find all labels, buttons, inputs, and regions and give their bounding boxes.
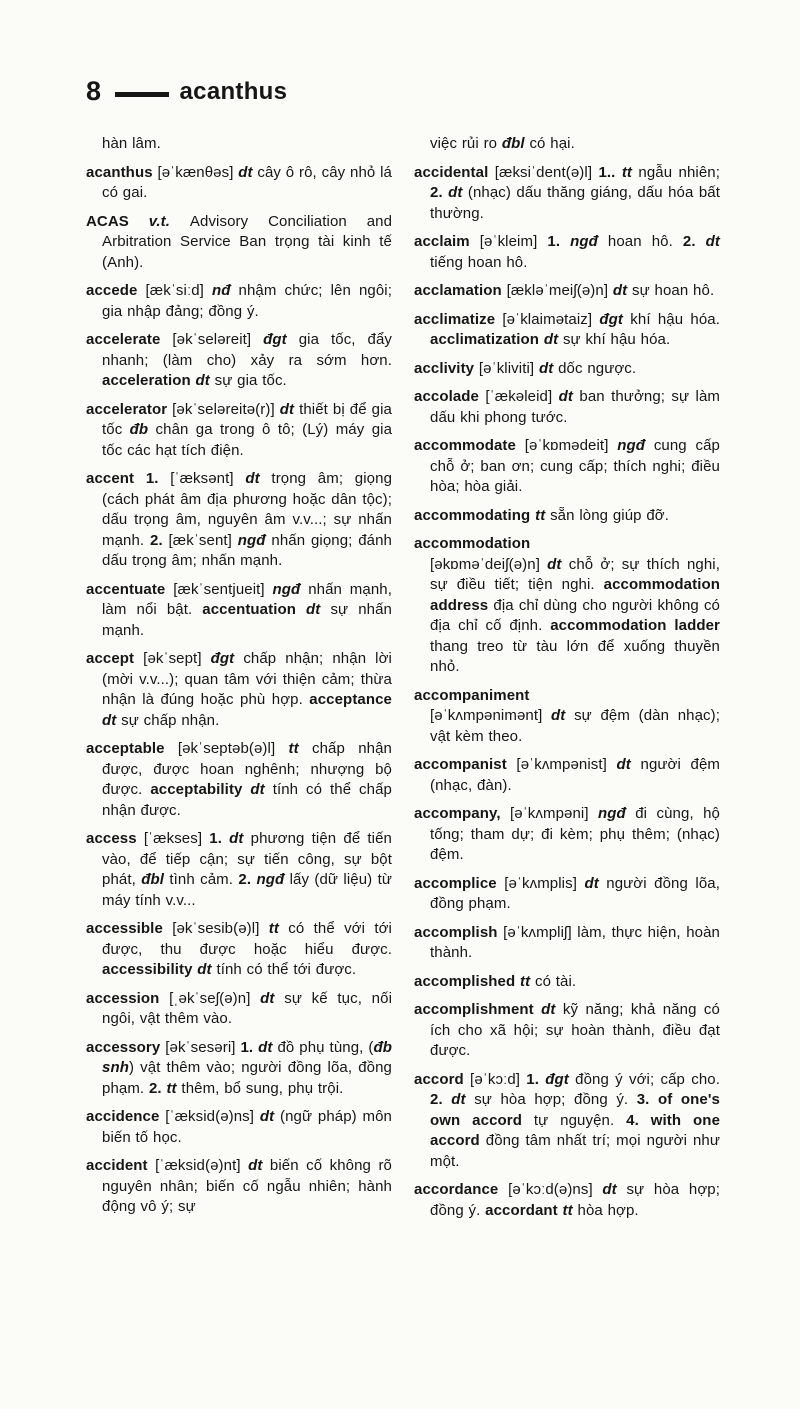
entry-headword: accolade	[414, 388, 486, 405]
entry-headword: accompany,	[414, 805, 510, 822]
entry-definition-text: sự hoan hô.	[632, 282, 715, 299]
dictionary-entry	[86, 212, 392, 274]
entry-definition-text: thêm, bổ sung, phụ trội.	[181, 1079, 344, 1097]
dictionary-columns	[86, 134, 720, 1229]
entry-definition-text: [əkˈseləreit]	[172, 331, 264, 348]
entry-definition-text: [əˈkʌmplis]	[504, 874, 585, 892]
entry-definition-text: sự gia tốc.	[214, 372, 287, 389]
entry-definition-text: [ˈæksid(ə)nt]	[155, 1157, 249, 1174]
entry-definition-text: cung cấp chỗ ở; ban ơn; cung cấp; thích nghi; điều hòa; hòa giải.	[430, 437, 720, 495]
entry-subhead: 3. of one's own accord	[430, 1091, 720, 1129]
entry-definition-text: (nhạc) dấu thăng giáng, dấu hóa bất thường.	[430, 184, 720, 222]
entry-pos-label: dt	[448, 184, 468, 201]
entry-pos-label: v.t.	[148, 212, 190, 230]
dictionary-entry	[86, 1107, 392, 1148]
entry-headword: accidence	[86, 1108, 166, 1125]
entry-definition-text: [ˈækses]	[143, 830, 210, 847]
entry-subhead: 2.	[682, 233, 706, 250]
entry-definition-text: [əkɒməˈdeiʃ(ə)n]	[430, 555, 548, 573]
dictionary-entry	[414, 310, 720, 351]
entry-pos-label: tt	[520, 972, 535, 990]
entry-pos-label: tt	[288, 740, 312, 757]
entry-definition-text: trọng âm; giọng (cách phát âm địa phương hoặc dân tộc); dấu trọng âm, nguyên âm v.v...; sự nhấn mạnh.	[102, 470, 393, 549]
entry-definition-text: (ngữ pháp) môn biến tố học.	[102, 1108, 393, 1146]
entry-pos-label: dt	[260, 989, 285, 1007]
entry-definition-text: hoan hô.	[607, 233, 683, 250]
entry-definition-text: có thể với tới được, thu được hoặc hiểu được.	[102, 920, 392, 958]
entry-definition-text: [ˌəkˈseʃ(ə)n]	[169, 989, 261, 1007]
entry-pos-label: dt	[558, 388, 580, 405]
entry-definition-text: đi cùng, hộ tống; tham dự; đi kèm; phụ thêm; (nhạc) đệm.	[430, 805, 720, 863]
dictionary-entry	[414, 387, 720, 428]
entry-pos-label: dt	[705, 233, 720, 250]
dictionary-entry	[414, 534, 720, 678]
dictionary-entry	[414, 232, 720, 273]
entry-headword: accomplishment	[414, 1001, 542, 1018]
entry-pos-label: dt	[195, 372, 215, 389]
entry-definition-text: sự nhấn mạnh.	[102, 601, 392, 639]
entry-definition-text: chấp nhận được, được hoan nghênh; nhượng bộ được.	[102, 740, 392, 798]
entry-definition-text: [əkˈsesəri]	[165, 1038, 241, 1056]
entry-definition-text: ban thưởng; sự làm dấu khi phong tước.	[430, 388, 720, 426]
entry-definition-text: ) vật thêm vào; người đồng lõa, đồng phạm.	[102, 1059, 392, 1097]
dictionary-entry	[414, 1070, 720, 1173]
dictionary-entry	[86, 1038, 392, 1100]
entry-definition-text: sự hòa hợp; đồng ý.	[430, 1181, 720, 1219]
guide-word: acanthus	[179, 77, 288, 105]
entry-headword: accede	[86, 282, 146, 299]
entry-pos-label: ngđ	[272, 580, 309, 598]
dictionary-column-left	[86, 134, 392, 1229]
entry-definition-text: lấy (dữ liệu) từ máy tính v.v...	[102, 871, 393, 909]
entry-definition-text: tự nguyện.	[533, 1111, 627, 1129]
entry-pos-label: ngđ	[256, 871, 290, 888]
entry-definition-text: [əkˈseləreitə(r)]	[172, 400, 280, 418]
dictionary-entry	[86, 281, 392, 322]
entry-subhead: 1.	[209, 830, 230, 847]
entry-headword: accessory	[86, 1038, 166, 1056]
entry-pos-label: dt	[248, 1157, 270, 1174]
entry-headword: accessible	[86, 920, 173, 937]
entry-definition-text: [əˈkʌmpəni]	[510, 805, 599, 822]
entry-definition-text: [ækˈsiːd]	[145, 282, 212, 299]
entry-headword: accompaniment	[414, 686, 530, 704]
entry-pos-label: nđ	[211, 282, 239, 299]
entry-definition-text: hàn lâm.	[102, 135, 161, 152]
entry-headword: accord	[414, 1070, 471, 1088]
dictionary-entry	[414, 359, 720, 380]
entry-headword: acclamation	[414, 282, 507, 299]
entry-headword: accidental	[414, 163, 495, 181]
entry-subhead: 2.	[430, 184, 449, 201]
entry-definition-text: gia tốc, đẩy nhanh; (làm cho) xảy ra sớm hơn.	[102, 331, 392, 369]
entry-subhead: 2.	[238, 871, 257, 888]
entry-headword: accelerate	[86, 331, 173, 348]
dictionary-entry	[414, 1000, 720, 1062]
entry-headword: accomplice	[414, 874, 505, 892]
dictionary-entry	[414, 281, 720, 302]
entry-definition-text: [əˈkɔːd(ə)ns]	[508, 1181, 603, 1198]
entry-definition-text: có tài.	[534, 972, 577, 990]
entry-pos-label: dt	[541, 1001, 563, 1018]
dictionary-entry	[414, 804, 720, 866]
entry-headword: acclimatize	[414, 310, 503, 328]
entry-definition-text: [əˈkleim]	[479, 233, 548, 250]
dictionary-entry	[414, 436, 720, 498]
entry-definition-text: đồng ý với; cấp cho.	[575, 1070, 720, 1088]
entry-pos-label: tt	[268, 920, 289, 937]
page-header	[86, 76, 720, 107]
entry-subhead: accentuation	[202, 601, 307, 618]
entry-definition-text: người đệm (nhạc, đàn).	[430, 756, 720, 794]
entry-pos-label: đgt	[545, 1070, 576, 1088]
entry-definition-text: chỗ ở; sự thích nghi, sự điều tiết; tiện nghi.	[430, 555, 720, 593]
dictionary-entry	[86, 989, 392, 1030]
entry-definition-text: thiết bị để gia tốc	[102, 400, 392, 438]
entry-definition-text: [əkˈsept]	[143, 650, 211, 667]
entry-pos-label: tt	[562, 1201, 578, 1219]
dictionary-entry	[86, 829, 392, 911]
entry-subhead: acclimatization	[430, 331, 544, 348]
entry-pos-label: tt	[166, 1079, 182, 1097]
entry-definition-text: chấp nhận; nhận lời (mời v.v...); quan tâm với thiện cảm; thừa nhận là đúng hoặc phù hợp.	[102, 650, 392, 708]
entry-headword: accept	[86, 650, 144, 667]
entry-pos-label: tt	[535, 506, 551, 524]
entry-definition-text: sự đệm (dàn nhạc); vật kèm theo.	[430, 707, 720, 745]
entry-headword: accommodation	[414, 535, 531, 552]
entry-definition-text: sự kế tục, nối ngôi, vật thêm vào.	[102, 989, 392, 1027]
entry-definition-text: [əkˈseptəb(ə)l]	[177, 740, 289, 757]
entry-headword: accession	[86, 989, 170, 1007]
entry-subhead: acceleration	[102, 372, 196, 389]
entry-definition-text: [ækˈsentjueit]	[173, 580, 273, 598]
dictionary-entry	[86, 163, 392, 204]
entry-subhead: 2.	[150, 531, 169, 549]
entry-subhead: 2.	[430, 1091, 452, 1108]
entry-pos-label: dt	[616, 756, 641, 773]
entry-pos-label: dt	[451, 1091, 475, 1108]
entry-pos-label: dt	[543, 331, 563, 348]
dictionary-column-right	[414, 134, 720, 1229]
entry-subhead: accessibility	[102, 961, 198, 978]
entry-definition-text: thang treo từ tàu lớn để xuống thuyền nhỏ.	[430, 637, 720, 675]
entry-subhead: 1..	[598, 163, 622, 181]
entry-headword: acceptable	[86, 740, 178, 757]
entry-definition-text: [ækləˈmeiʃ(ə)n]	[506, 282, 613, 299]
entry-pos-label: tt	[621, 163, 639, 181]
entry-definition-text: [əˈkʌmpənist]	[516, 756, 617, 773]
dictionary-entry	[86, 400, 392, 462]
entry-pos-label: dt	[612, 282, 633, 299]
entry-pos-label: ngđ	[570, 233, 608, 250]
entry-definition-text: địa chỉ dùng cho người không có địa chỉ cố định.	[430, 596, 721, 634]
entry-definition-text: chân ga trong ô tô; (Lý) máy gia tốc các hạt tích điện.	[102, 421, 393, 459]
entry-subhead: 4. with one accord	[430, 1111, 721, 1149]
entry-pos-label: ngđ	[598, 805, 636, 822]
entry-definition-text: phương tiện để tiến vào, để tiếp cận; sự tiến công, sự bột phát,	[102, 830, 393, 888]
entry-headword: ACAS	[86, 212, 149, 230]
entry-definition-text: kỹ năng; khả năng có ích cho xã hội; sự hoàn thành, điều đạt được.	[430, 1001, 720, 1059]
dictionary-entry	[86, 739, 392, 821]
entry-subhead: acceptance	[309, 691, 392, 708]
entry-pos-label: ngđ	[237, 531, 272, 549]
entry-subhead: acceptability	[150, 781, 251, 798]
entry-pos-label: dt	[279, 400, 300, 418]
entry-pos-label: đb	[129, 421, 156, 438]
dictionary-entry	[414, 163, 720, 225]
entry-pos-label: dt	[602, 1181, 627, 1198]
entry-definition-text: [æksiˈdent(ə)l]	[494, 163, 599, 181]
entry-definition-text: [əˈkliviti]	[478, 359, 539, 377]
entry-pos-label: dt	[306, 601, 331, 618]
entry-pos-label: đbl	[501, 135, 530, 152]
dictionary-entry	[414, 923, 720, 964]
entry-definition-text: hòa hợp.	[577, 1201, 639, 1219]
entry-pos-label: đbl	[141, 871, 170, 888]
entry-subhead: 1.	[547, 233, 571, 250]
entry-definition-text: [ˈækəleid]	[485, 388, 559, 405]
dictionary-entry	[414, 686, 720, 748]
entry-definition-text: sự hòa hợp; đồng ý.	[474, 1091, 637, 1108]
entry-definition-text: sự khí hậu hóa.	[562, 331, 671, 348]
page-number: 8	[86, 76, 102, 106]
entry-definition-text: [ˈæksənt]	[170, 470, 246, 487]
entry-pos-label: dt	[229, 830, 251, 847]
entry-pos-label: dt	[258, 1038, 278, 1056]
entry-definition-text: [əkˈsesib(ə)l]	[172, 920, 269, 937]
entry-definition-text: sự chấp nhận.	[121, 711, 220, 729]
entry-pos-label: đgt	[263, 331, 299, 348]
entry-definition-text: nhấn mạnh, làm nổi bật.	[102, 580, 392, 618]
entry-definition-text: [əˈkɔːd]	[470, 1070, 527, 1088]
entry-pos-label: dt	[238, 163, 258, 181]
entry-headword: access	[86, 830, 144, 847]
entry-headword: accentuate	[86, 580, 174, 598]
entry-definition-text: có hại.	[529, 135, 575, 152]
entry-pos-label: dt	[259, 1108, 280, 1125]
entry-definition-text: [əˈklaimətaiz]	[502, 310, 600, 328]
entry-definition-text: việc rủi ro	[430, 135, 502, 152]
entry-headword: acclaim	[414, 233, 480, 250]
entry-headword: accommodate	[414, 437, 525, 454]
entry-definition-text: [ˈæksid(ə)ns]	[165, 1108, 260, 1125]
entry-definition-text: [ækˈsent]	[168, 531, 238, 549]
entry-pos-label: đgt	[210, 650, 244, 667]
entry-subhead: accommodation ladder	[550, 617, 720, 634]
entry-pos-label: dt	[584, 874, 607, 892]
entry-definition-text: đồng tâm nhất trí; mọi người như một.	[430, 1132, 721, 1170]
entry-pos-label: dt	[197, 961, 217, 978]
entry-headword: accommodating	[414, 506, 536, 524]
header-rule	[115, 92, 169, 97]
entry-pos-label: dt	[547, 555, 569, 573]
dictionary-entry	[414, 755, 720, 796]
dictionary-entry	[86, 330, 392, 392]
entry-pos-label: dt	[250, 781, 273, 798]
entry-subhead: accordant	[485, 1201, 563, 1219]
entry-pos-label: ngđ	[617, 437, 654, 454]
entry-definition-text: ngẫu nhiên;	[638, 163, 720, 181]
entry-definition-text: [əˈkʌmpənimənt]	[430, 707, 552, 724]
dictionary-entry	[414, 1180, 720, 1221]
entry-definition-text: sẵn lòng giúp đỡ.	[550, 506, 670, 524]
entry-subhead: accommodation address	[430, 576, 720, 614]
entry-definition-text: [əˈkʌmpliʃ] làm, thực hiện, hoàn thành.	[430, 923, 720, 961]
entry-pos-label: dt	[245, 470, 272, 487]
entry-definition-text: nhậm chức; lên ngôi; gia nhập đảng; đồng ý.	[102, 282, 392, 320]
dictionary-entry	[86, 1156, 392, 1218]
entry-headword: accompanist	[414, 756, 517, 773]
entry-headword: acanthus	[86, 163, 158, 181]
dictionary-entry	[86, 469, 392, 572]
entry-continuation	[414, 134, 720, 155]
entry-definition-text: nhấn giọng; đánh dấu trọng âm; nhấn mạnh.	[102, 531, 393, 569]
entry-pos-label: đb snh	[102, 1038, 392, 1076]
entry-definition-text: tính có thể chấp nhận được.	[102, 781, 392, 819]
entry-definition-text: Advisory Conciliation and Arbitration Service Ban trọng tài kinh tế (Anh).	[102, 212, 393, 271]
entry-pos-label: dt	[551, 707, 575, 724]
dictionary-entry	[414, 506, 720, 527]
entry-definition-text: tiếng hoan hô.	[430, 253, 528, 271]
entry-definition-text: [əˈkɒmədeit]	[524, 437, 618, 454]
entry-headword: accomplished	[414, 972, 521, 990]
entry-headword: accelerator	[86, 400, 173, 418]
entry-headword: accordance	[414, 1181, 509, 1198]
dictionary-entry	[86, 649, 392, 731]
entry-definition-text: người đồng lõa, đồng phạm.	[430, 874, 720, 912]
entry-definition-text: tính có thể tới được.	[216, 961, 357, 978]
entry-subhead: 2.	[148, 1079, 167, 1097]
dictionary-entry	[414, 874, 720, 915]
entry-definition-text: đồ phụ tùng, (	[277, 1038, 374, 1056]
entry-subhead: 1.	[526, 1070, 546, 1088]
entry-pos-label: dt	[102, 711, 122, 729]
entry-headword: accent 1.	[86, 470, 171, 487]
entry-definition-text: khí hậu hóa.	[630, 310, 720, 328]
dictionary-entry	[86, 580, 392, 642]
entry-definition-text: biến cố không rõ nguyên nhân; biến cố ngẫu nhiên; hành động vô ý; sự	[102, 1157, 392, 1215]
entry-pos-label: dt	[538, 359, 559, 377]
dictionary-entry	[414, 972, 720, 993]
entry-continuation	[86, 134, 392, 155]
entry-definition-text: tình cảm.	[169, 871, 239, 888]
entry-headword: accomplish	[414, 923, 504, 941]
entry-definition-text: cây ô rô, cây nhỏ lá có gai.	[102, 163, 392, 201]
entry-headword: acclivity	[414, 359, 479, 377]
entry-pos-label: đgt	[599, 310, 631, 328]
entry-definition-text: dốc ngược.	[558, 359, 637, 377]
entry-definition-text: [əˈkænθəs]	[157, 163, 239, 181]
entry-headword: accident	[86, 1157, 156, 1174]
entry-subhead: 1.	[240, 1038, 259, 1056]
dictionary-entry	[86, 919, 392, 981]
